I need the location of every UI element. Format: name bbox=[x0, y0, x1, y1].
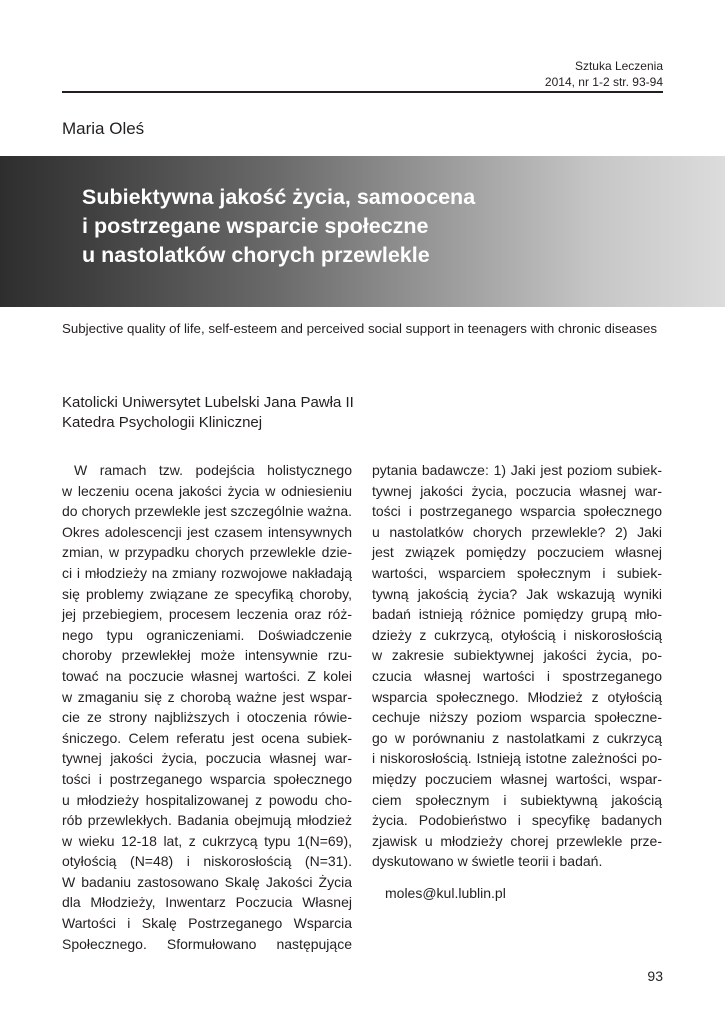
article-title bbox=[82, 183, 642, 270]
abstract-line: między poczuciem własnej wartości, wspar- bbox=[372, 770, 662, 787]
title-line: u nastolatków chorych przewlekle bbox=[82, 243, 430, 267]
abstract-line: tować na poczucie własnej wartości. Z kolei bbox=[62, 667, 352, 684]
header-rule bbox=[62, 91, 663, 93]
abstract-line: zmian, w przypadku chorych przewlekle dzie- bbox=[62, 544, 352, 561]
abstract-line: otyłością (N=48) i niskorosłością (N=31). bbox=[62, 853, 352, 870]
abstract-line: dyskutowano w świetle teorii i badań. bbox=[372, 853, 603, 870]
abstract-line: dla Młodzieży, Inwentarz Poczucia Własnej bbox=[62, 894, 352, 911]
journal-issue: 2014, nr 1-2 str. 93-94 bbox=[544, 75, 663, 89]
abstract-line: ciem społecznym i subiektywną jakością bbox=[372, 791, 662, 808]
abstract-line: choroby przewlekłej może intensywnie rzu- bbox=[62, 647, 352, 664]
author-email[interactable]: moles@kul.lublin.pl bbox=[385, 885, 506, 901]
abstract-line: wsparcia społecznego. Młodzież z otyłością bbox=[372, 688, 662, 705]
abstract-line: tywnej jakości życia, poczucia własnej war- bbox=[372, 482, 662, 499]
affiliation-university: Katolicki Uniwersytet Lubelski Jana Pawła II bbox=[62, 394, 354, 411]
abstract-line: Okres adolescencji jest czasem intensywnych bbox=[62, 523, 352, 540]
affiliation-department: Katedra Psychologii Klinicznej bbox=[62, 414, 263, 431]
title-line: Subiektywna jakość życia, samoocena bbox=[82, 185, 476, 209]
abstract-line: życia. Podobieństwo i specyfikę badanych bbox=[372, 812, 662, 829]
abstract-line: u młodzieży hospitalizowanej z powodu cho- bbox=[62, 791, 352, 808]
abstract-line: ci i młodzieży na zmiany rozwojowe nakładają bbox=[62, 564, 352, 581]
abstract-line: Społecznego. Sformułowano następujące bbox=[62, 935, 352, 952]
abstract-line: i niskorosłością. Istnieją istotne zależności po- bbox=[372, 750, 662, 767]
affiliation bbox=[62, 393, 354, 433]
abstract-line: cechuje niższy poziom wsparcia społeczne- bbox=[372, 709, 662, 726]
page-number: 93 bbox=[647, 968, 663, 984]
abstract-line: zjawisk u młodzieży chorej przewlekle prze- bbox=[372, 832, 662, 849]
english-title: Subjective quality of life, self-esteem and perceived social support in teenagers with chronic diseases bbox=[62, 321, 657, 336]
author-name: Maria Oleś bbox=[62, 119, 145, 138]
abstract-line: śniczego. Celem referatu jest ocena subiek- bbox=[62, 729, 352, 746]
abstract-line: jej przebiegiem, procesem leczenia oraz róż- bbox=[62, 606, 352, 623]
abstract-line: w leczeniu ocena jakości życia w odniesieniu bbox=[62, 482, 352, 499]
abstract-line: rób przewlekłych. Badania obejmują młodzież bbox=[62, 812, 352, 829]
abstract-line: Wartości i Skalę Postrzeganego Wsparcia bbox=[62, 915, 352, 932]
abstract-line: w wieku 12-18 lat, z cukrzycą typu 1(N=69), bbox=[62, 832, 352, 849]
abstract-line: cie ze strony najbliższych i otoczenia rówie- bbox=[62, 709, 352, 726]
abstract-line: wartości, wsparciem społecznym i subiek- bbox=[372, 564, 662, 581]
abstract-line: W badaniu zastosowano Skalę Jakości Życia bbox=[62, 873, 352, 890]
journal-header bbox=[545, 58, 663, 90]
journal-name: Sztuka Leczenia bbox=[574, 59, 663, 73]
abstract-line: tywną jakością życia? Jak wskazują wyniki bbox=[372, 585, 662, 602]
abstract-line: u nastolatków chorych przewlekle? 2) Jaki bbox=[372, 523, 662, 540]
abstract-line: dzieży z cukrzycą, otyłością i niskorosłością bbox=[372, 626, 662, 643]
abstract-line: do chorych przewlekle jest szczególnie ważna. bbox=[62, 503, 352, 520]
abstract-line: w zmaganiu się z chorobą ważne jest wspar- bbox=[62, 688, 352, 705]
abstract-line: W ramach tzw. podejścia holistycznego bbox=[74, 462, 352, 478]
abstract-line: pytania badawcze: 1) Jaki jest poziom subiek- bbox=[372, 462, 662, 478]
abstract-column-right bbox=[372, 460, 662, 872]
title-line: i postrzegane wsparcie społeczne bbox=[82, 214, 429, 238]
abstract-column-left bbox=[62, 460, 352, 954]
abstract-line: jest związek pomiędzy poczuciem własnej bbox=[372, 544, 662, 561]
abstract-line: czucia własnej wartości i spostrzeganego bbox=[372, 667, 662, 684]
abstract-line: nego typu ograniczeniami. Doświadczenie bbox=[62, 626, 352, 643]
abstract-line: badań istnieją różnice pomiędzy grupą mło- bbox=[372, 606, 662, 623]
abstract-line: tości i postrzeganego wsparcia społecznego bbox=[372, 503, 662, 520]
abstract-line: tywnej jakości życia, poczucia własnej war- bbox=[62, 750, 352, 767]
abstract-line: w zakresie subiektywnej jakości życia, po- bbox=[372, 647, 662, 664]
abstract-line: tości i postrzeganego wsparcia społecznego bbox=[62, 770, 352, 787]
abstract-line: go w porównaniu z nastolatkami z cukrzycą bbox=[372, 729, 662, 746]
abstract-line: się problemy związane ze specyfiką choroby, bbox=[62, 585, 352, 602]
